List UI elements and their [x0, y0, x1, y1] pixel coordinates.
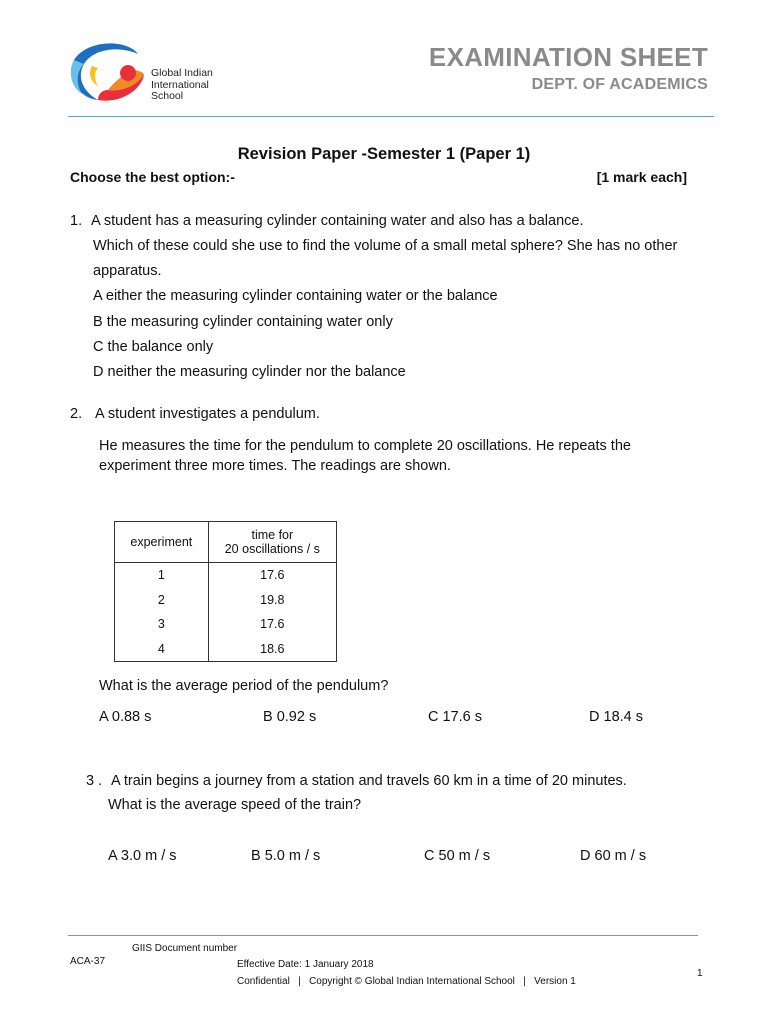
pendulum-readings-table	[114, 521, 337, 662]
sheet-title: EXAMINATION SHEET	[428, 42, 708, 72]
q1-option-d: D neither the measuring cylinder nor the balance	[93, 364, 406, 380]
effective-date: Effective Date: 1 January 2018	[237, 959, 374, 970]
table-row	[115, 637, 337, 662]
school-logo	[68, 40, 148, 104]
q2-option-c: C 17.6 s	[428, 709, 482, 725]
confidential-notice: Confidential | Copyright © Global Indian International School | Version 1	[237, 976, 576, 987]
q3-option-c: C 50 m / s	[424, 848, 491, 864]
q2-paragraph-line: experiment three more times. The readings are shown.	[99, 458, 451, 474]
table-header-time	[208, 522, 336, 563]
q1-option-a: A either the measuring cylinder containing water or the balance	[93, 288, 498, 304]
page-number: 1	[697, 968, 703, 979]
table-row	[115, 612, 337, 637]
q1-option-c: C the balance only	[93, 339, 214, 355]
school-name-line: Global Indian	[151, 67, 213, 79]
school-name-line: International	[151, 78, 209, 91]
table-cell: 3	[115, 612, 209, 637]
q3-option-b: B 5.0 m / s	[251, 848, 321, 864]
table-cell: 4	[115, 637, 209, 662]
q1-text-line: A student has a measuring cylinder containing water and also has a balance.	[91, 213, 584, 229]
q2-number: 2.	[70, 406, 83, 422]
paper-title: Revision Paper -Semester 1 (Paper 1)	[237, 145, 531, 163]
q1-option-b: B the measuring cylinder containing water only	[93, 314, 393, 330]
q1-number: 1.	[70, 213, 83, 229]
table-row	[115, 563, 337, 588]
footer-divider	[68, 935, 698, 936]
header-divider	[68, 116, 714, 117]
table-header-experiment: experiment	[115, 522, 209, 563]
table-cell: 19.8	[208, 588, 336, 613]
q3-text: A train begins a journey from a station and travels 60 km in a time of 20 minutes.	[111, 773, 627, 789]
q3-question: What is the average speed of the train?	[108, 797, 362, 813]
table-row	[115, 588, 337, 613]
school-name	[151, 68, 213, 103]
q2-paragraph-line: He measures the time for the pendulum to complete 20 oscillations. He repeats the	[99, 438, 631, 454]
q1-text-line: Which of these could she use to find the volume of a small metal sphere? She has no other	[93, 238, 678, 254]
table-cell: 2	[115, 588, 209, 613]
q3-option-a: A 3.0 m / s	[108, 848, 177, 864]
table-header-row	[115, 522, 337, 563]
q2-text: A student investigates a pendulum.	[95, 406, 320, 422]
q3-option-d: D 60 m / s	[580, 848, 647, 864]
table-header-time-line: time for	[251, 528, 294, 542]
q1-text-line: apparatus.	[93, 263, 162, 279]
table-header-time-line: 20 oscillations / s	[224, 542, 320, 556]
q3-number: 3 .	[86, 773, 103, 789]
table-cell: 18.6	[208, 637, 336, 662]
instruction-text: Choose the best option:-	[70, 169, 235, 185]
q2-question: What is the average period of the pendulum?	[99, 678, 389, 694]
doc-number-label: GIIS Document number	[132, 943, 238, 954]
table-cell: 17.6	[208, 612, 336, 637]
marks-note: [1 mark each]	[596, 169, 687, 185]
q2-option-b: B 0.92 s	[263, 709, 317, 725]
school-name-line: School	[151, 90, 184, 102]
table-cell: 17.6	[208, 563, 336, 588]
q2-option-a: A 0.88 s	[99, 709, 152, 725]
department-title: DEPT. OF ACADEMICS	[531, 76, 708, 93]
table-cell: 1	[115, 563, 209, 588]
q2-option-d: D 18.4 s	[589, 709, 643, 725]
doc-code: ACA-37	[70, 956, 106, 967]
